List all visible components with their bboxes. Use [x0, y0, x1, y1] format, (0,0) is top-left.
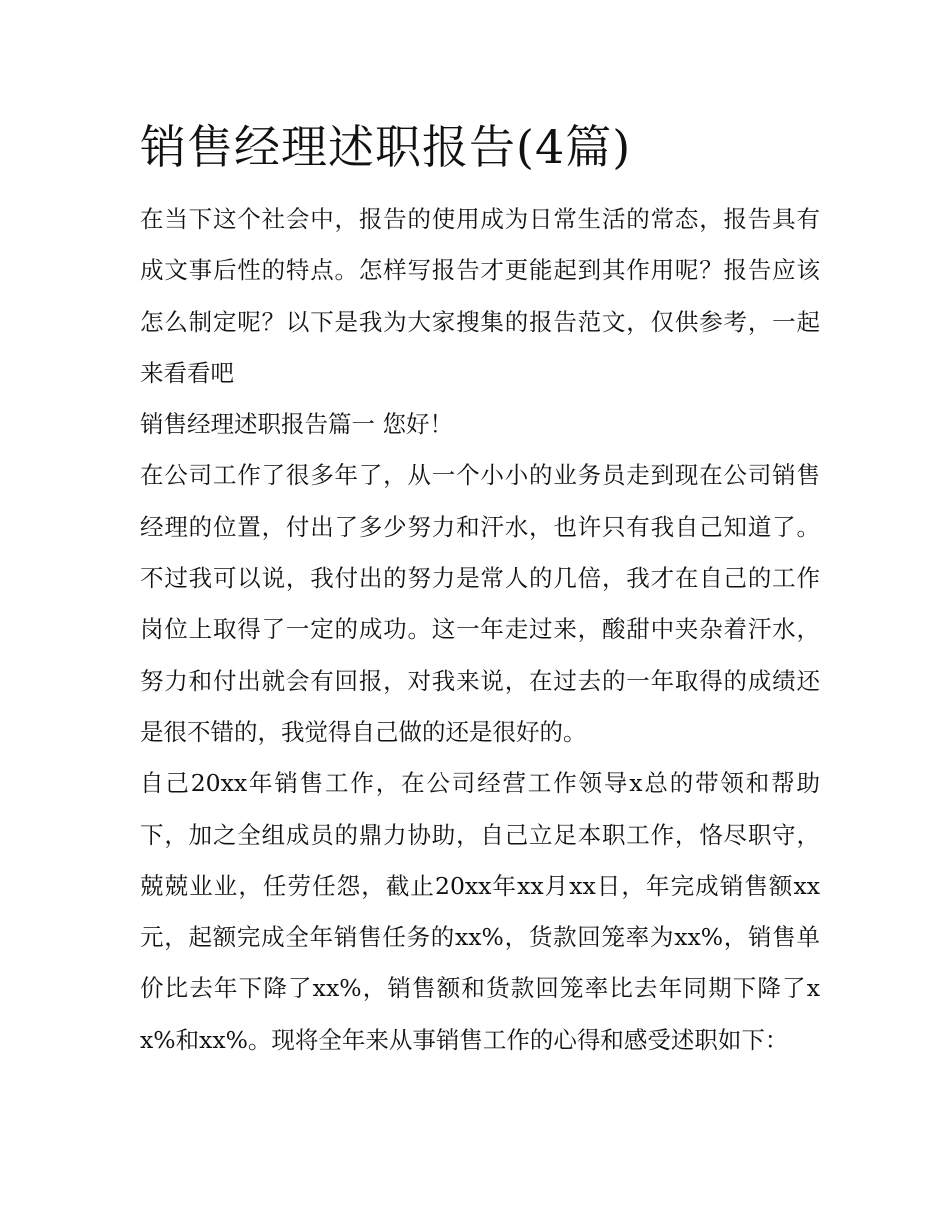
- body-paragraph: 在公司工作了很多年了，从一个小小的业务员走到现在公司销售经理的位置，付出了多少努力和汗水，也许只有我自己知道了。不过我可以说，我付出的努力是常人的几倍，我才在自己的工作岗位上取得了一定的成功。这一年走过来，酸甜中夹杂着汗水，努力和付出就会有回报，对我来说，在过去的一年取得的成绩还是很不错的，我觉得自己做的还是很好的。: [140, 461, 820, 746]
- intro-paragraph: 在当下这个社会中，报告的使用成为日常生活的常态，报告具有成文事后性的特点。怎样写报告才更能起到其作用呢？报告应该怎么制定呢？以下是我为大家搜集的报告范文，仅供参考，一起来看看吧: [140, 205, 820, 387]
- section-heading: 销售经理述职报告篇一 您好！: [140, 410, 453, 439]
- document-page: [140, 112, 820, 1066]
- document-title: 销售经理述职报告(4篇): [140, 120, 632, 174]
- body-paragraph: 自己20xx年销售工作，在公司经营工作领导x总的带领和帮助下，加之全组成员的鼎力协助，自己立足本职工作，恪尽职守，兢兢业业，任劳任怨，截止20xx年xx月xx日，年完成销售额xx元，起额完成全年销售任务的xx%，货款回笼率为xx%，销售单价比去年下降了xx%，销售额和货款回笼率比去年同期下降了xx%和xx%。现将全年来从事销售工作的心得和感受述职如下：: [140, 769, 820, 1054]
